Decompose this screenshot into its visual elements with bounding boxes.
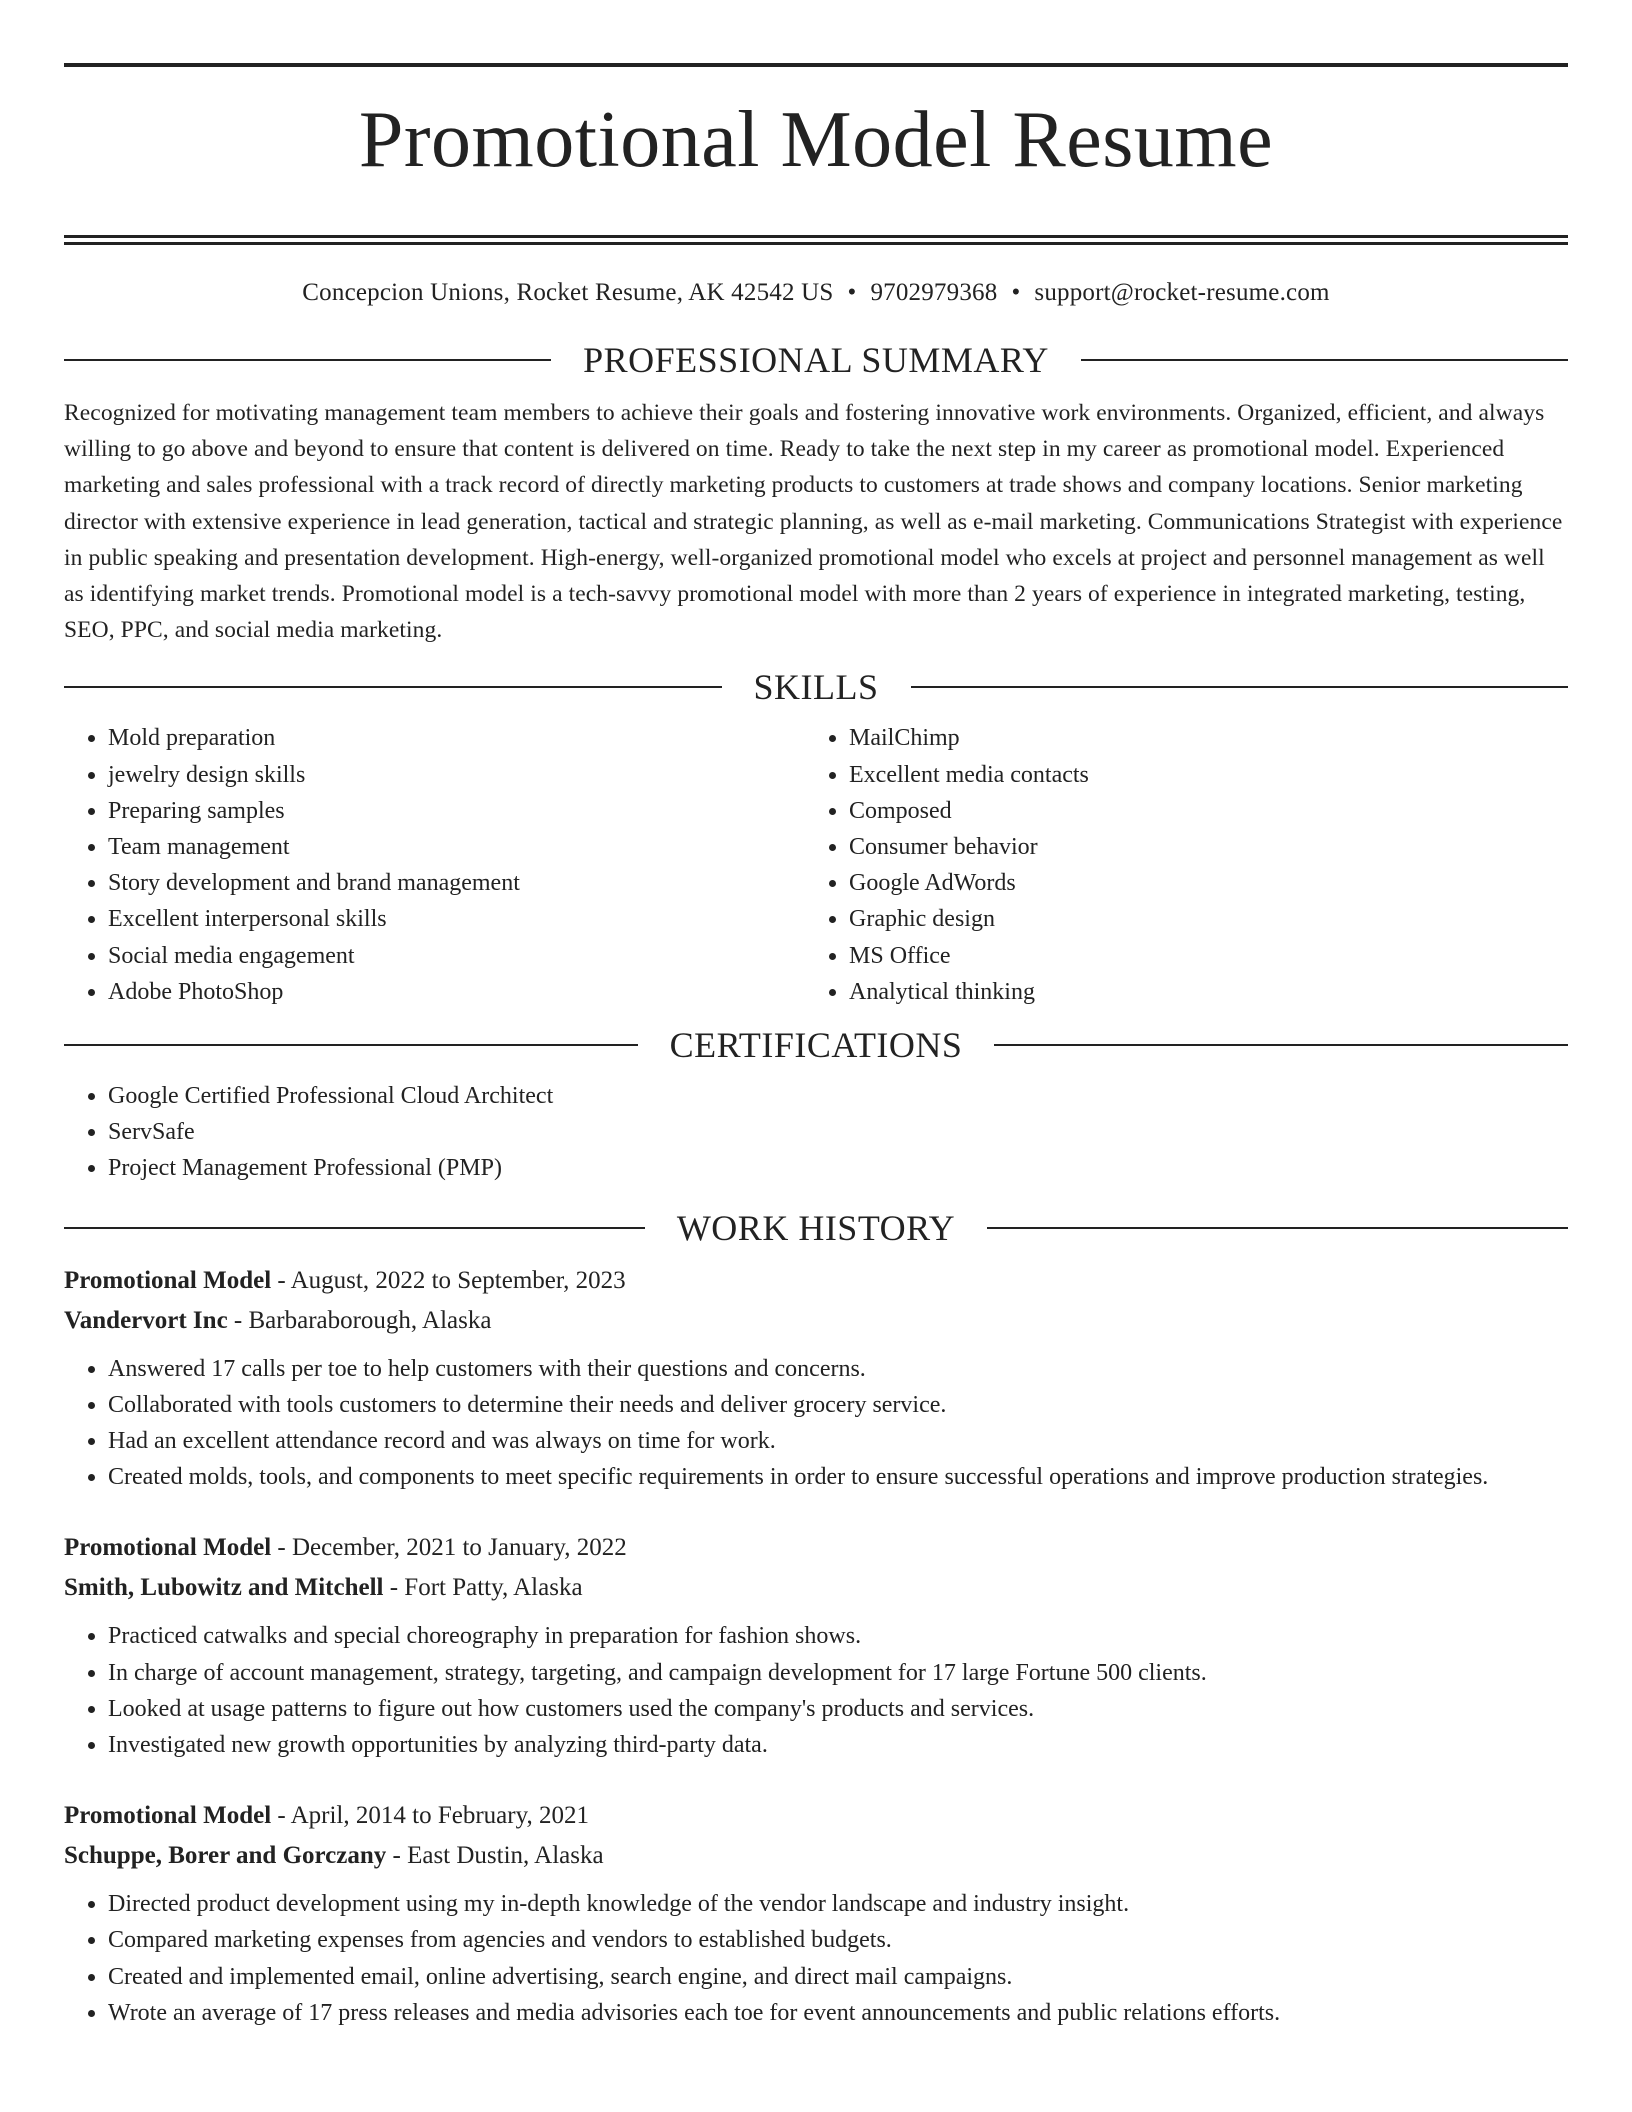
summary-section-heading bbox=[64, 339, 1568, 381]
summary-text: Recognized for motivating management team members to achieve their goals and fostering innovative work environments. Organized, efficient, and always willing to go above and beyond to ensure that content is delivered on time. Ready to take the next step in my career as promotional model. Experienced marketing and sales professional with a track record of directly marketing products to customers at trade shows and company locations. Senior marketing director with extensive experience in lead generation, tactical and strategic planning, as well as e-mail marketing. Communications Strategist with experience in public speaking and presentation development. High-energy, well-organized promotional model who excels at project and personnel management as well as identifying market trends. Promotional model is a tech-savvy promotional model with more than 2 years of experience in integrated marketing, testing, SEO, PPC, and social media marketing. bbox=[64, 400, 1563, 644]
skills-list-left bbox=[64, 720, 805, 1010]
job-title-line bbox=[64, 1261, 1568, 1301]
skill-item: • Analytical thinking bbox=[849, 974, 1546, 1010]
heading-rule-left bbox=[64, 359, 551, 361]
contact-email: support@rocket-resume.com bbox=[1034, 279, 1330, 306]
certifications-section-heading bbox=[64, 1024, 1568, 1066]
job-entry bbox=[64, 1796, 1568, 2031]
job-bullets bbox=[64, 1618, 1568, 1763]
job-title-line bbox=[64, 1528, 1568, 1568]
title-double-rule bbox=[64, 235, 1568, 245]
certification-item: • Project Management Professional (PMP) bbox=[108, 1150, 1568, 1186]
skills-column-right bbox=[805, 720, 1546, 1010]
certification-item: • ServSafe bbox=[108, 1114, 1568, 1150]
job-company-line bbox=[64, 1301, 1568, 1341]
job-location: - Fort Patty, Alaska bbox=[383, 1574, 583, 1602]
job-title: Promotional Model bbox=[64, 1266, 272, 1294]
job-bullet: • Created molds, tools, and components to meet specific requirements in order to ensure successful operations and improve production strategies. bbox=[108, 1459, 1568, 1495]
contact-separator: • bbox=[847, 279, 857, 306]
heading-rule-right bbox=[987, 1227, 1568, 1229]
skill-item: • Graphic design bbox=[849, 901, 1546, 937]
contact-address: Concepcion Unions, Rocket Resume, AK 42542 US bbox=[302, 279, 834, 306]
job-bullet: • Practiced catwalks and special choreography in preparation for fashion shows. bbox=[108, 1618, 1568, 1654]
skill-item: • Google AdWords bbox=[849, 865, 1546, 901]
skill-item: • Consumer behavior bbox=[849, 829, 1546, 865]
job-title-line bbox=[64, 1796, 1568, 1836]
job-entry bbox=[64, 1528, 1568, 1763]
skill-item: • Excellent interpersonal skills bbox=[108, 901, 805, 937]
heading-rule-right bbox=[994, 1044, 1568, 1046]
skill-item: • Preparing samples bbox=[108, 793, 805, 829]
job-bullet: • In charge of account management, strategy, targeting, and campaign development for 17 large Fortune 500 clients. bbox=[108, 1655, 1568, 1691]
skill-item: • Team management bbox=[108, 829, 805, 865]
job-location: - East Dustin, Alaska bbox=[386, 1842, 604, 1870]
skill-item: • Story development and brand management bbox=[108, 865, 805, 901]
job-bullets bbox=[64, 1886, 1568, 2031]
contact-line bbox=[64, 278, 1568, 308]
summary-heading: PROFESSIONAL SUMMARY bbox=[583, 340, 1049, 380]
job-bullet: • Directed product development using my in-depth knowledge of the vendor landscape and industry insight. bbox=[108, 1886, 1568, 1922]
certifications-list bbox=[64, 1078, 1568, 1187]
job-bullet: • Looked at usage patterns to figure out how customers used the company's products and services. bbox=[108, 1691, 1568, 1727]
job-company-line bbox=[64, 1568, 1568, 1608]
job-bullet: • Answered 17 calls per toe to help customers with their questions and concerns. bbox=[108, 1351, 1568, 1387]
job-title: Promotional Model bbox=[64, 1802, 272, 1830]
skills-grid bbox=[64, 720, 1568, 1010]
skills-column-left bbox=[64, 720, 805, 1010]
contact-separator: • bbox=[1011, 279, 1021, 306]
contact-phone: 9702979368 bbox=[870, 279, 998, 306]
skills-heading: SKILLS bbox=[753, 667, 879, 708]
skill-item: • MS Office bbox=[849, 938, 1546, 974]
certification-item: • Google Certified Professional Cloud Architect bbox=[108, 1078, 1568, 1114]
job-company: Vandervort Inc bbox=[64, 1306, 228, 1334]
heading-rule-left bbox=[64, 686, 722, 688]
skill-item: • Adobe PhotoShop bbox=[108, 974, 805, 1010]
skill-item: • Social media engagement bbox=[108, 938, 805, 974]
job-location: - Barbaraborough, Alaska bbox=[227, 1306, 492, 1334]
job-dates: - April, 2014 to February, 2021 bbox=[271, 1802, 589, 1830]
job-company: Smith, Lubowitz and Mitchell bbox=[64, 1574, 384, 1602]
job-bullet: • Collaborated with tools customers to determine their needs and deliver grocery service. bbox=[108, 1387, 1568, 1423]
job-company: Schuppe, Borer and Gorczany bbox=[64, 1842, 387, 1870]
job-bullet: • Compared marketing expenses from agencies and vendors to established budgets. bbox=[108, 1922, 1568, 1958]
job-bullet: • Created and implemented email, online advertising, search engine, and direct mail campaigns. bbox=[108, 1959, 1568, 1995]
certifications-heading: CERTIFICATIONS bbox=[669, 1025, 963, 1066]
skill-item: • Excellent media contacts bbox=[849, 757, 1546, 793]
skill-item: • Mold preparation bbox=[108, 720, 805, 756]
skill-item: • jewelry design skills bbox=[108, 757, 805, 793]
page-title: Promotional Model Resume bbox=[358, 96, 1274, 184]
job-bullets bbox=[64, 1351, 1568, 1496]
work-heading: WORK HISTORY bbox=[676, 1207, 956, 1248]
heading-rule-right bbox=[1081, 359, 1568, 361]
heading-rule-right bbox=[911, 686, 1569, 688]
job-company-line bbox=[64, 1836, 1568, 1876]
heading-rule-left bbox=[64, 1227, 645, 1229]
job-bullet: • Investigated new growth opportunities by analyzing third-party data. bbox=[108, 1727, 1568, 1763]
job-dates: - December, 2021 to January, 2022 bbox=[271, 1534, 627, 1562]
job-bullet: • Wrote an average of 17 press releases and media advisories each toe for event announcements and public relations efforts. bbox=[108, 1995, 1568, 2031]
job-entry bbox=[64, 1261, 1568, 1496]
skills-section-heading bbox=[64, 666, 1568, 708]
job-dates: - August, 2022 to September, 2023 bbox=[271, 1266, 626, 1294]
job-title: Promotional Model bbox=[64, 1534, 272, 1562]
job-bullet: • Had an excellent attendance record and was always on time for work. bbox=[108, 1423, 1568, 1459]
heading-rule-left bbox=[64, 1044, 638, 1046]
work-section-heading bbox=[64, 1207, 1568, 1249]
skills-list-right bbox=[805, 720, 1546, 1010]
skill-item: • MailChimp bbox=[849, 720, 1546, 756]
skill-item: • Composed bbox=[849, 793, 1546, 829]
